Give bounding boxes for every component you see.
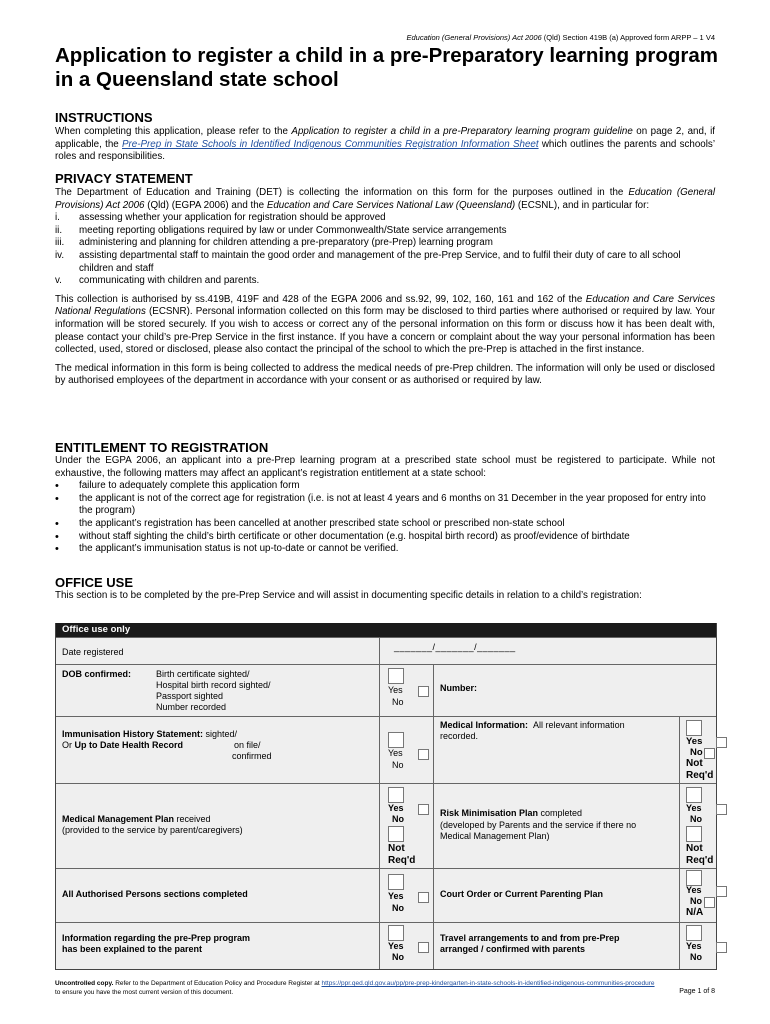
medical-management-plan-received: received — [174, 814, 211, 824]
yes-label: Yes — [388, 685, 403, 695]
privacy-intro-a: The Department of Education and Training (DET) is collecting the information on this form for the purposes outlined in the — [55, 187, 629, 198]
privacy-intro — [55, 187, 715, 212]
date-registered-row — [56, 637, 716, 664]
medical-information-title: Medical Information: — [440, 720, 529, 730]
column-divider — [379, 869, 380, 922]
office-use-intro: This section is to be completed by the pre-Prep Service and will assist in documenting specific details in relation to a child’s registration: — [55, 590, 642, 601]
yes-label: Yes — [388, 748, 403, 758]
privacy-purposes-list — [55, 212, 715, 288]
instructions-text — [55, 126, 715, 164]
travel-yes-checkbox[interactable] — [686, 925, 702, 941]
list-item — [55, 237, 715, 250]
footer-text-a: Refer to the Department of Education Policy and Procedure Register at — [113, 980, 322, 987]
footer-uncontrolled: Uncontrolled copy. — [55, 980, 114, 987]
list-number: ii. — [55, 224, 63, 236]
no-label: No — [690, 814, 702, 824]
guideline-title: Application to register a child in a pre-Preparatory learning program guideline — [291, 126, 633, 137]
form-reference-section: (Qld) Section 419B (a) Approved form ARPP – 1 V4 — [541, 33, 715, 42]
dob-row — [56, 664, 716, 716]
column-divider — [433, 717, 434, 783]
health-record-or: Or — [62, 740, 75, 750]
instructions-section — [55, 110, 715, 164]
list-number: iii. — [55, 237, 65, 249]
list-text: communicating with children and parents. — [79, 275, 260, 287]
entitlement-heading: ENTITLEMENT TO REGISTRATION — [55, 440, 269, 455]
column-divider — [433, 923, 434, 969]
mmp-yes-checkbox[interactable] — [388, 787, 404, 803]
form-reference-act: Education (General Provisions) Act 2006 — [406, 33, 542, 42]
information-no-checkbox[interactable] — [418, 942, 429, 953]
yes-label: Yes — [388, 803, 404, 813]
column-divider — [379, 665, 380, 716]
list-item: • failure to adequately complete this application form — [55, 480, 715, 493]
office-use-heading: OFFICE USE — [55, 575, 134, 590]
privacy-auth-a: This collection is authorised by ss.419B, 419F and 428 of the EGPA 2006 and ss.92, 99, 102, 160, 161 and 162 of the — [55, 293, 586, 305]
date-registered-field[interactable]: _______/_______/_______ — [394, 642, 516, 652]
risk-no-checkbox[interactable] — [716, 804, 727, 815]
yes-label: Yes — [388, 941, 404, 951]
list-number: iv. — [55, 249, 65, 261]
dob-no-checkbox[interactable] — [418, 686, 429, 697]
column-divider — [679, 717, 680, 783]
column-divider — [379, 638, 380, 664]
reqd-label: Req'd — [388, 855, 416, 866]
yes-label: Yes — [686, 885, 702, 895]
privacy-intro-b: (Qld) (EGPA 2006) and the — [144, 199, 267, 211]
list-item: • without staff sighting the child’s birth certificate or other documentation (e.g. hospital birth record) as proof/evidence of birthdate — [55, 531, 715, 544]
no-label: No — [690, 747, 703, 758]
authorised-no-checkbox[interactable] — [418, 892, 429, 903]
privacy-section — [55, 171, 715, 388]
reqd-label: Req'd — [686, 770, 714, 781]
health-record-on-file: on file/ — [234, 740, 261, 750]
immunisation-sighted: sighted/ — [203, 729, 238, 739]
immunisation-title: Immunisation History Statement: — [62, 729, 204, 739]
risk-minimisation-completed: completed — [538, 808, 583, 818]
page-title: Application to register a child in a pre-Preparatory learning program in a Queensland state school — [55, 44, 718, 91]
medical-plan-row — [56, 783, 716, 868]
risk-yes-checkbox[interactable] — [686, 787, 702, 803]
medical-info-not-reqd-checkbox[interactable] — [716, 737, 727, 748]
instructions-text-a: When completing this application, please refer to the — [55, 126, 292, 137]
not-label: Not — [686, 758, 703, 769]
health-record-label — [62, 740, 183, 752]
dob-option-birth-certificate: Birth certificate sighted/ — [156, 669, 250, 679]
page-footer — [55, 980, 715, 997]
travel-arrangements-label-1: Travel arrangements to and from pre-Prep — [440, 933, 620, 943]
risk-minimisation-note-2: Medical Management Plan) — [440, 831, 550, 841]
no-label: No — [392, 814, 404, 824]
office-use-table — [55, 623, 717, 970]
dob-option-number-recorded: Number recorded — [156, 702, 227, 712]
immunisation-label — [62, 729, 237, 741]
column-divider — [679, 923, 680, 969]
office-use-table-title: Office use only — [56, 623, 716, 637]
medical-management-plan-label — [62, 814, 211, 826]
privacy-auth-b: (ECSNR). Personal information collected on this form may be disclosed to third parties where authorised or required by law. Your information will be stored securely. If you wish to access or correct any of the personal information on this form or discuss how it has been dealt with, please contact your child’s pre-Prep Service in the first instance. If you have a concern or complaint about the way your personal information has been collected, used, stored or disclosed, please also contact the principal of the school to which the pre-Prep is attached in the first instance. — [55, 306, 716, 356]
entitlement-section — [55, 440, 715, 556]
no-label: No — [392, 760, 404, 770]
yes-label: Yes — [388, 891, 404, 901]
court-order-yes-checkbox[interactable] — [686, 870, 702, 886]
column-divider — [433, 869, 434, 922]
mmp-not-reqd-checkbox[interactable] — [388, 826, 404, 842]
list-item — [55, 212, 715, 225]
privacy-authorisation-text — [55, 294, 715, 357]
yes-label: Yes — [686, 941, 702, 951]
medical-info-yes-checkbox[interactable] — [686, 720, 702, 736]
privacy-heading: PRIVACY STATEMENT — [55, 171, 193, 186]
column-divider — [433, 665, 434, 716]
no-label: No — [392, 903, 404, 913]
authorised-persons-row — [56, 868, 716, 922]
instructions-text-b: on page 2, and, if applicable, the — [55, 126, 716, 150]
program-information-row — [56, 922, 716, 969]
risk-minimisation-note-1: (developed by Parents and the service if there no — [440, 820, 637, 830]
list-item — [55, 275, 715, 288]
column-divider — [379, 784, 380, 868]
authorised-persons-label: All Authorised Persons sections completed — [62, 889, 248, 899]
list-item — [55, 225, 715, 238]
court-order-na-checkbox[interactable] — [704, 897, 715, 908]
footer-notice — [55, 980, 655, 997]
dob-option-hospital-record: Hospital birth record sighted/ — [156, 680, 271, 690]
list-number: v. — [55, 275, 62, 287]
office-use-section — [55, 575, 715, 603]
medical-information-label — [440, 720, 676, 732]
column-divider — [379, 923, 380, 969]
entitlement-intro: Under the EGPA 2006, an applicant into a pre-Prep learning program at a prescribed state school must be registered to participate. While not exhaustive, the following matters may affect an applicant’s registration entitlement at a state school: — [55, 455, 715, 479]
medical-management-plan-title: Medical Management Plan — [62, 814, 175, 824]
immunisation-yes-checkbox[interactable] — [388, 732, 404, 748]
instructions-heading: INSTRUCTIONS — [55, 110, 153, 125]
list-item: • the applicant’s registration has been cancelled at another prescribed state school or prescribed non-state school — [55, 518, 715, 531]
privacy-intro-c: (ECSNL), and in particular for: — [515, 199, 650, 211]
list-item: • the applicant is not of the correct age for registration (i.e. is not at least 4 years and 6 months on 31 December in the year proposed for entry into the program) — [55, 493, 715, 518]
yes-label: Yes — [686, 736, 703, 747]
list-text: assisting departmental staff to maintain the good order and management of the pre-Prep Service, and to fulfil their duty of care to all school children and staff — [79, 249, 681, 274]
court-order-no-checkbox[interactable] — [716, 886, 727, 897]
risk-minimisation-title: Risk Minimisation Plan — [440, 808, 539, 818]
page-number: Page 1 of 8 — [679, 988, 715, 995]
no-label: No — [392, 697, 404, 707]
health-record-confirmed: confirmed — [232, 751, 272, 761]
list-item — [55, 250, 715, 275]
medical-information-text-a: All relevant information — [533, 720, 625, 730]
na-label: N/A — [686, 907, 704, 918]
authorised-yes-checkbox[interactable] — [388, 874, 404, 890]
list-number: i. — [55, 212, 60, 224]
medical-management-plan-note: (provided to the service by parent/caregivers) — [62, 825, 243, 835]
footer-text-b: to ensure you have the most current version of this document. — [55, 988, 234, 996]
information-sheet-link[interactable]: Pre-Prep in State Schools in Identified Indigenous Communities Registration Information Sheet — [122, 138, 539, 150]
information-yes-checkbox[interactable] — [388, 925, 404, 941]
list-text: administering and planning for children attending a pre-preparatory (pre-Prep) learning program — [79, 237, 493, 249]
privacy-intro-law: Education and Care Services National Law (Queensland) — [266, 199, 516, 211]
program-information-label-1: Information regarding the pre-Prep program — [62, 933, 251, 943]
list-text: meeting reporting obligations required by law or under Commonwealth/State service arrangements — [79, 224, 507, 236]
dob-label: DOB confirmed: — [62, 669, 132, 679]
dob-yes-checkbox[interactable] — [388, 668, 404, 684]
risk-not-reqd-checkbox[interactable] — [686, 826, 702, 842]
medical-info-no-checkbox[interactable] — [704, 748, 715, 759]
column-divider — [379, 717, 380, 783]
not-label: Not — [686, 843, 703, 854]
column-divider — [679, 784, 680, 868]
no-label: No — [690, 952, 702, 962]
reqd-label: Req'd — [686, 855, 714, 866]
policy-register-link[interactable]: https://ppr.qed.qld.gov.au/pp/pre-prep-kindergarten-in-state-schools-in-identified-indigenous-communities-procedure — [321, 980, 655, 987]
no-label: No — [690, 896, 702, 906]
medical-information-recorded: recorded. — [440, 731, 479, 741]
form-reference — [406, 33, 715, 42]
immunisation-no-checkbox[interactable] — [418, 749, 429, 760]
list-item: • the applicant’s immunisation status is not up-to-date or cannot be verified. — [55, 543, 715, 556]
health-record-title: Up to Date Health Record — [74, 740, 184, 750]
immunisation-row — [56, 716, 716, 783]
risk-minimisation-label — [440, 808, 582, 820]
number-label: Number: — [440, 683, 478, 693]
medical-information-text: The medical information in this form is being collected to address the medical needs of pre-Prep children. The information will only be used or disclosed by authorised employees of the department in accordance with your consent or as authorised or required by law. — [55, 362, 715, 387]
mmp-no-checkbox[interactable] — [418, 804, 429, 815]
entitlement-list — [55, 480, 715, 556]
instructions-text-c: which outlines the parents and schools’ roles and responsibilities. — [55, 138, 716, 163]
list-text: assessing whether your application for registration should be approved — [79, 212, 386, 224]
privacy-intro-act: Education (General Provisions) Act 2006 — [55, 187, 715, 211]
dob-option-passport: Passport sighted — [156, 691, 224, 701]
yes-label: Yes — [686, 803, 702, 813]
column-divider — [679, 869, 680, 922]
court-order-label: Court Order or Current Parenting Plan — [440, 889, 604, 899]
program-information-label-2: has been explained to the parent — [62, 944, 203, 954]
column-divider — [433, 784, 434, 868]
date-registered-label: Date registered — [62, 647, 124, 657]
privacy-auth-regs: Education and Care Services National Regulations — [55, 293, 716, 318]
not-label: Not — [388, 843, 405, 854]
travel-arrangements-label-2: arranged / confirmed with parents — [440, 944, 586, 954]
travel-no-checkbox[interactable] — [716, 942, 727, 953]
no-label: No — [392, 952, 404, 962]
